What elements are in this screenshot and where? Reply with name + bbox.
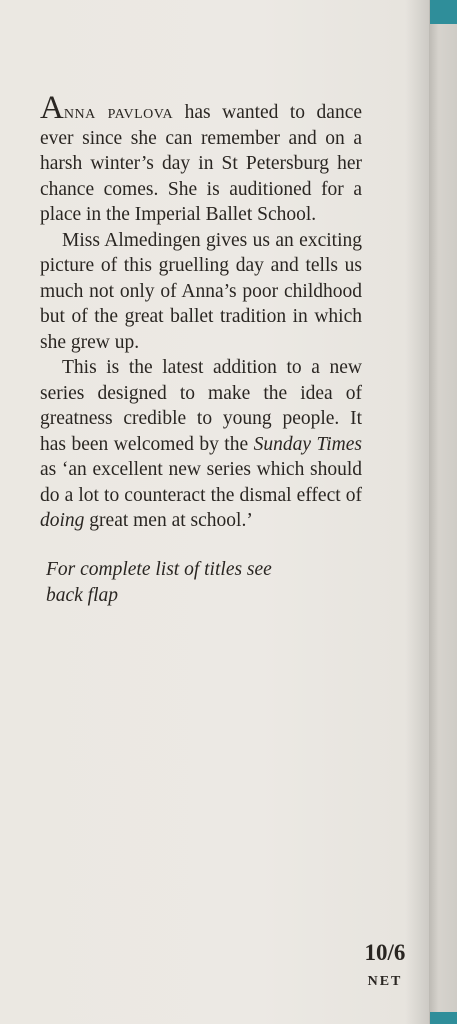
spine-accent-top [430, 0, 457, 24]
newspaper-name: Sunday Times [253, 433, 362, 455]
blurb-text [40, 90, 363, 534]
emphasis-doing: doing [40, 510, 85, 531]
paragraph-1-text: has wanted to dance ever since she can remember and on a harsh winter’s day in St Petersburg her chance comes. She is auditioned for a place in the Imperial Ballet School. [40, 102, 363, 225]
paragraph-1 [40, 90, 363, 228]
title-smallcaps: nna pavlova [63, 102, 174, 123]
paragraph-3-text-a: This is the latest addition to a new series designed to make the idea of greatness credible to young people. It has been welcomed by the [40, 357, 362, 455]
book-edge [429, 0, 457, 1024]
drop-cap: A [40, 90, 64, 126]
paragraph-2: Miss Almedingen gives us an exciting picture of this gruelling day and tells us much not only of Anna’s poor childhood but of the great ballet tradition in which she grew up. [40, 229, 362, 353]
paragraph-3 [40, 355, 362, 534]
spine-accent-bottom [430, 1012, 457, 1024]
paragraph-3-text-c: great men at school.’ [84, 510, 253, 531]
price: 10/6 [364, 940, 406, 965]
price-net-label: NET [367, 974, 403, 989]
paragraph-3-text-b: as ‘an excellent new series which should do a lot to counteract the dismal effect of [40, 459, 362, 506]
fold-shadow [405, 0, 429, 1024]
list-note: For complete list of titles see back flap [46, 559, 272, 606]
